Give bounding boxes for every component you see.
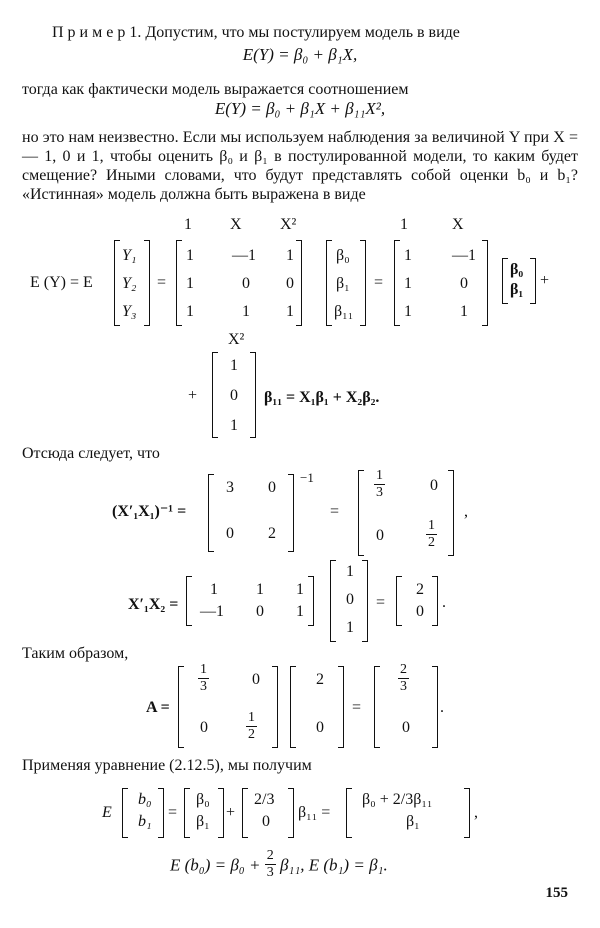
numerator: 1: [248, 710, 255, 725]
beta1: β₁: [196, 813, 210, 830]
matrix-cell: 1: [230, 417, 238, 434]
two-thirds: 2/3: [254, 791, 275, 808]
bracket-right: [296, 240, 302, 326]
col-header-1b: 1: [400, 216, 408, 233]
bracket-left: [358, 470, 364, 556]
xt1x2-label: X′₁X₂ =: [128, 596, 179, 613]
numerator: 2: [266, 848, 274, 863]
matrix-cell: 1: [186, 247, 194, 264]
bracket-left: [346, 788, 352, 838]
matrix-cell: 0: [430, 477, 438, 494]
paragraph-applying: Применяя уравнение (2.12.5), мы получим: [22, 757, 312, 774]
b0: b₀: [138, 791, 152, 808]
bracket-right: [448, 470, 454, 556]
bracket-left: [186, 576, 192, 626]
equation-actual: E(Y) = β₀ + β₁X + β₁₁X²,: [214, 99, 386, 118]
paragraph-actual-model: тогда как фактически модель выражается соотношением: [22, 81, 409, 98]
fraction-one-third: [374, 468, 385, 501]
matrix-cell: 1: [186, 275, 194, 292]
bracket-left: [114, 240, 120, 326]
bracket-left: [178, 666, 184, 748]
bracket-right: [272, 666, 278, 748]
beta0: β₀: [196, 791, 210, 808]
paragraph-hence: Отсюда следует, что: [22, 445, 160, 462]
bracket-right: [288, 788, 294, 838]
fraction-two-thirds: [265, 848, 276, 881]
matrix-cell: —1: [452, 247, 476, 264]
bracket-left: [208, 474, 214, 552]
matrix-cell: 1: [230, 357, 238, 374]
bracket-right: [464, 788, 470, 838]
fraction-one-half: [426, 518, 437, 551]
beta11-equals: β₁₁ =: [298, 804, 331, 821]
bracket-left: [394, 240, 400, 326]
matrix-cell: 0: [346, 591, 354, 608]
matrix-cell: 2: [416, 581, 424, 598]
matrix-cell: 0: [268, 479, 276, 496]
beta0: β₀: [336, 247, 350, 264]
equation-postulated: E(Y) = β₀ + β₁X,: [242, 45, 358, 64]
bracket-right: [218, 788, 224, 838]
paragraph-thus: Таким образом,: [22, 645, 129, 662]
final-equations: [170, 850, 388, 883]
matrix-cell: 0: [256, 603, 264, 620]
col-header-x2: X²: [280, 216, 297, 233]
matrix-cell: 0: [230, 387, 238, 404]
matrix-cell: 0: [226, 525, 234, 542]
plus-sign: +: [540, 272, 550, 289]
y3: Y₃: [122, 303, 137, 320]
bracket-right: [144, 240, 150, 326]
paragraph-question: но это нам неизвестно. Если мы используем наблюдения за величиной Y при X = — 1, 0 и 1, чтобы оценить β₀ и β₁ в постулированной модели, то каким будет смещение? Иными словами, что будут представлять собой оценки b₀ и b₁? «Истинная» модель должна быть выражена в виде: [22, 129, 578, 203]
matrix-cell: 1: [404, 247, 412, 264]
plus-sign: +: [226, 804, 236, 821]
matrix-cell: 0: [460, 275, 468, 292]
period: .: [442, 594, 446, 611]
matrix-cell: 1: [346, 563, 354, 580]
matrix-cell: 0: [262, 813, 270, 830]
matrix-cell: 0: [200, 719, 208, 736]
matrix-cell: 1: [286, 247, 294, 264]
matrix-cell: —1: [200, 603, 224, 620]
page-number: 155: [545, 885, 568, 901]
matrix-cell: 1: [296, 581, 304, 598]
matrix-cell: 0: [242, 275, 250, 292]
equals-sign: =: [157, 274, 167, 291]
y1: Y₁: [122, 247, 137, 264]
denominator: 2: [248, 727, 255, 742]
bracket-right: [530, 258, 536, 304]
bracket-left: [242, 788, 248, 838]
col-header-x: X: [230, 216, 242, 233]
beta1: β₁: [336, 275, 350, 292]
bracket-right: [432, 576, 438, 626]
matrix-cell: 1: [210, 581, 218, 598]
beta11: β₁₁: [334, 303, 354, 320]
fraction-one-half: [246, 710, 257, 743]
matrix-cell: 1: [286, 303, 294, 320]
expectation-label: E (Y) = E: [30, 274, 93, 291]
equals-sign: =: [352, 699, 362, 716]
matrix-cell: 1: [186, 303, 194, 320]
col-header-1: 1: [184, 216, 192, 233]
matrix-cell: 0: [376, 527, 384, 544]
bracket-right: [360, 240, 366, 326]
denominator: 3: [376, 485, 383, 500]
bracket-left: [374, 666, 380, 748]
xtx-inverse-label: (X′₁X₁)⁻¹ =: [112, 503, 187, 520]
matrix-cell: 3: [226, 479, 234, 496]
inverse-superscript: −1: [300, 470, 314, 485]
matrix-cell: 1: [404, 303, 412, 320]
bracket-left: [396, 576, 402, 626]
equals-sign: =: [168, 804, 178, 821]
beta1: β₁: [510, 281, 524, 298]
numerator: 2: [400, 662, 407, 677]
matrix-cell: 1: [460, 303, 468, 320]
numerator: 1: [428, 518, 435, 533]
comma: ,: [474, 804, 478, 821]
bracket-right: [288, 474, 294, 552]
matrix-cell: 0: [402, 719, 410, 736]
comma: ,: [464, 503, 468, 520]
expectation-label: E: [102, 804, 112, 821]
example-heading-line: [52, 23, 460, 43]
bracket-left: [184, 788, 190, 838]
period: .: [440, 699, 444, 716]
plus-sign: +: [188, 387, 198, 404]
numerator: 1: [376, 468, 383, 483]
bracket-right: [338, 666, 344, 748]
equals-sign: =: [330, 503, 340, 520]
result-row-1: β₁: [406, 813, 420, 830]
bracket-left: [330, 560, 336, 642]
y2: Y₂: [122, 275, 137, 292]
equation-decomposition: β₁₁ = X₁β₁ + X₂β₂.: [264, 389, 380, 406]
alias-matrix-label: A =: [146, 699, 170, 716]
bracket-left: [502, 258, 508, 304]
col-header-xb: X: [452, 216, 464, 233]
matrix-cell: 0: [316, 719, 324, 736]
equals-sign: =: [376, 594, 386, 611]
bracket-left: [122, 788, 128, 838]
col-header-x2b: X²: [228, 331, 245, 348]
matrix-cell: 1: [256, 581, 264, 598]
bracket-right: [432, 666, 438, 748]
result-row-0: β₀ + 2/3β₁₁: [362, 791, 433, 808]
bracket-right: [250, 352, 256, 438]
bracket-left: [290, 666, 296, 748]
beta0: β₀: [510, 261, 524, 278]
matrix-cell: 1: [296, 603, 304, 620]
bracket-left: [326, 240, 332, 326]
denominator: 3: [266, 865, 274, 880]
matrix-cell: 0: [416, 603, 424, 620]
denominator: 3: [400, 679, 407, 694]
matrix-cell: 0: [286, 275, 294, 292]
matrix-cell: 1: [346, 619, 354, 636]
bracket-right: [362, 560, 368, 642]
equals-sign: =: [374, 274, 384, 291]
bracket-right: [158, 788, 164, 838]
bracket-right: [308, 576, 314, 626]
fraction-two-thirds: [398, 662, 409, 695]
matrix-cell: 2: [268, 525, 276, 542]
bracket-left: [176, 240, 182, 326]
matrix-cell: —1: [232, 247, 256, 264]
denominator: 3: [200, 679, 207, 694]
bracket-left: [212, 352, 218, 438]
example-label: П р и м е р 1.: [52, 24, 142, 41]
final-eq-part2: β₁₁, E (b₁) = β₁.: [279, 855, 388, 875]
matrix-cell: 1: [404, 275, 412, 292]
numerator: 1: [200, 662, 207, 677]
bracket-right: [482, 240, 488, 326]
final-eq-part1: E (b₀) = β₀ +: [170, 855, 265, 875]
example-intro: Допустим, что мы постулируем модель в виде: [145, 24, 460, 41]
b1: b₁: [138, 813, 152, 830]
matrix-cell: 0: [252, 671, 260, 688]
matrix-cell: 1: [242, 303, 250, 320]
denominator: 2: [428, 535, 435, 550]
matrix-cell: 2: [316, 671, 324, 688]
fraction-one-third: [198, 662, 209, 695]
